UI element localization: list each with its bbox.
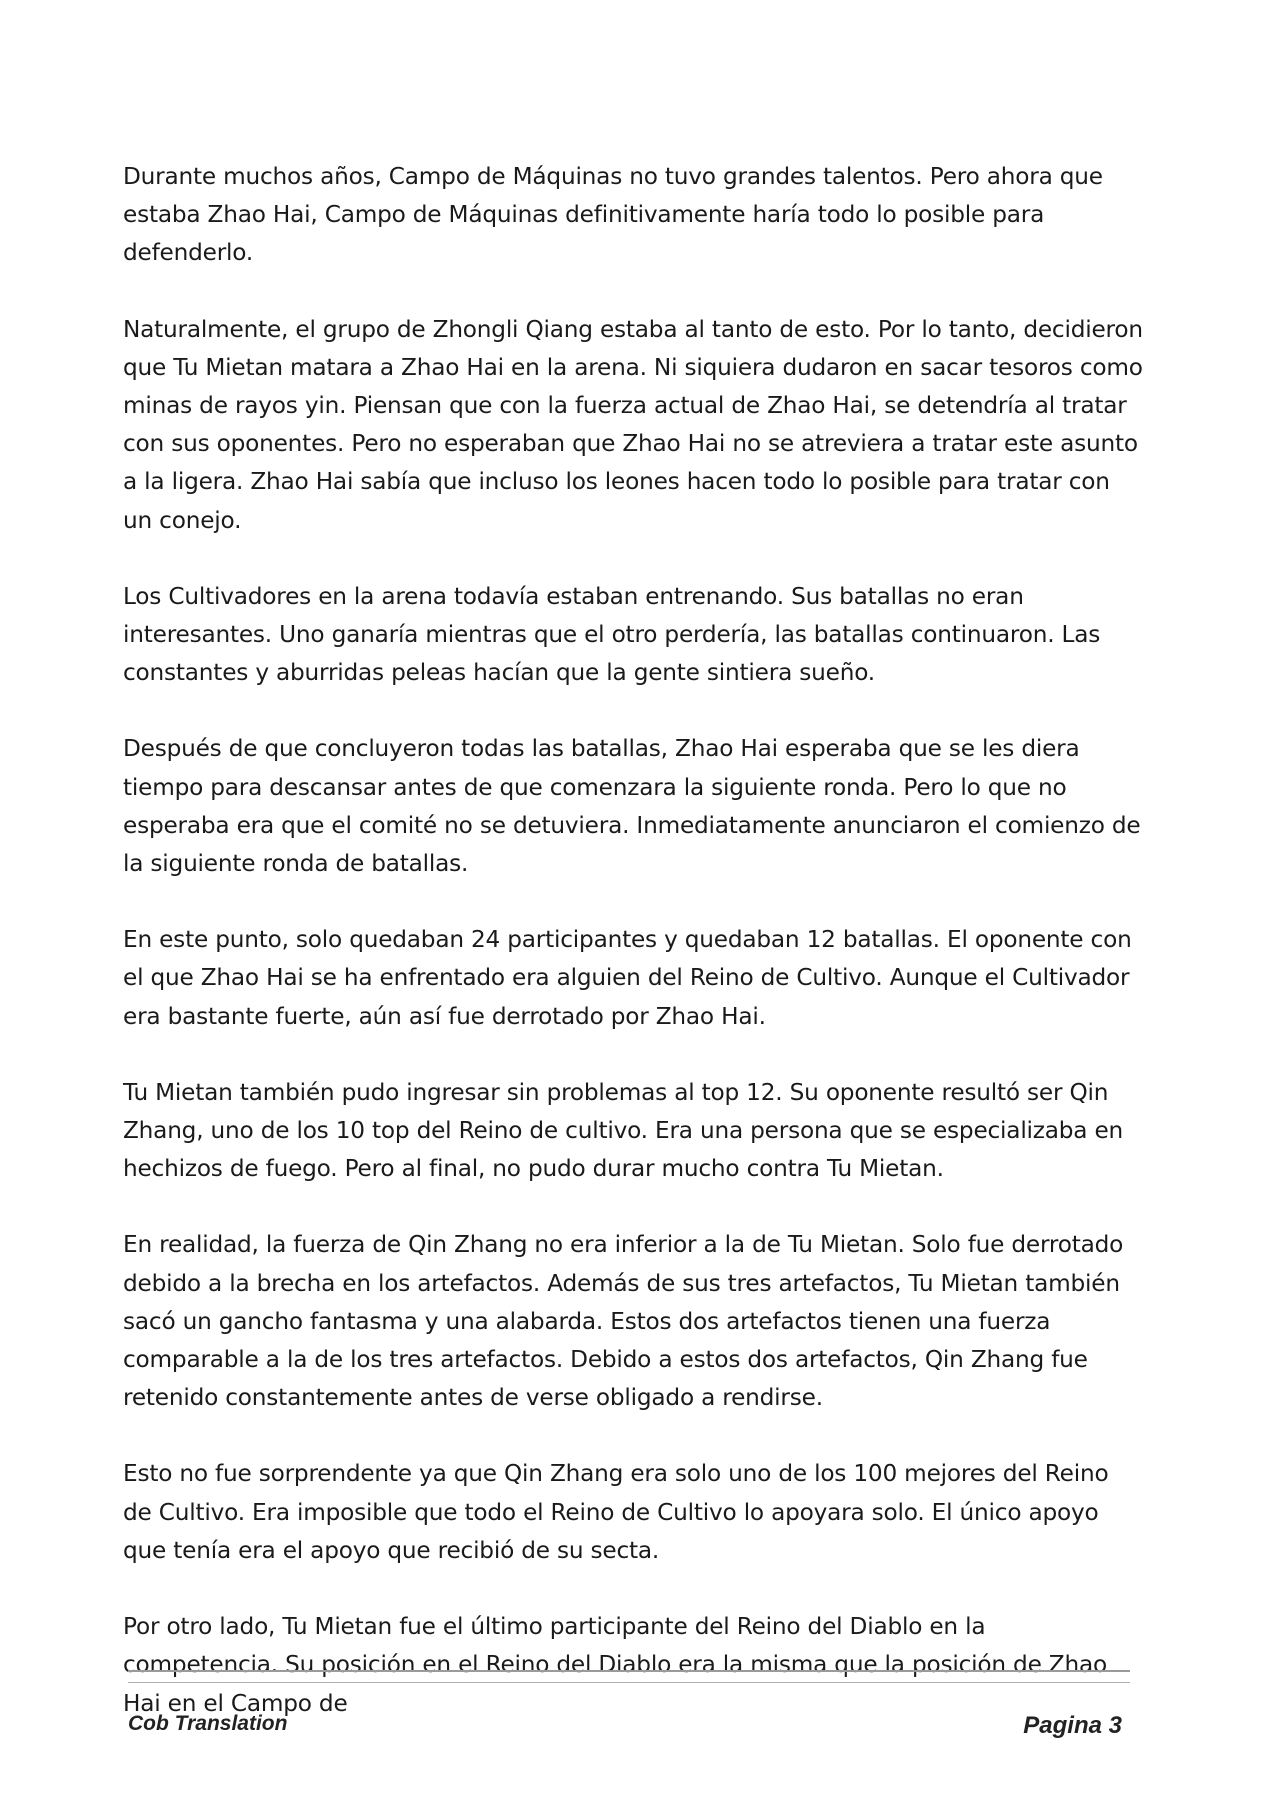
paragraph-5: En este punto, solo quedaban 24 participantes y quedaban 12 batallas. El oponente con el que Zhao Hai se ha enfrentado era alguien del Reino de Cultivo. Aunque el Cultivador era bastante fuerte, aún así fue derrotado por Zhao Hai. xyxy=(123,926,1132,1030)
paragraph-9: Por otro lado, Tu Mietan fue el último participante del Reino del Diablo en la competencia. Su posición en el Reino del Diablo era la misma que la posición de Zhao Hai en el Campo de xyxy=(123,1613,1107,1717)
paragraph-6: Tu Mietan también pudo ingresar sin problemas al top 12. Su oponente resultó ser Qin Zhang, uno de los 10 top del Reino de cultivo. Era una persona que se especializaba en hechizos de fuego. Pero al final, no pudo durar mucho contra Tu Mietan. xyxy=(123,1078,1124,1183)
footer-divider-top xyxy=(128,1670,1130,1672)
footer-divider-bottom xyxy=(128,1682,1130,1683)
paragraph-4: Después de que concluyeron todas las batallas, Zhao Hai esperaba que se les diera tiempo para descansar antes de que comenzara la siguiente ronda. Pero lo que no esperaba era que el comité no se detuviera. Inmediatamente anunciaron el comienzo de la siguiente ronda de batallas. xyxy=(123,735,1141,878)
footer-page-number: Pagina 3 xyxy=(1023,1712,1122,1739)
paragraph-7: En realidad, la fuerza de Qin Zhang no era inferior a la de Tu Mietan. Solo fue derrotado debido a la brecha en los artefactos. Además de sus tres artefactos, Tu Mietan también sacó un gancho fantasma y una alabarda. Estos dos artefactos tienen una fuerza comparable a la de los tres artefactos. Debido a estos dos artefactos, Qin Zhang fue retenido constantemente antes de verse obligado a rendirse. xyxy=(123,1231,1124,1412)
paragraph-3: Los Cultivadores en la arena todavía estaban entrenando. Sus batallas no eran interesantes. Uno ganaría mientras que el otro perdería, las batallas continuaron. Las constantes y aburridas peleas hacían que la gente sintiera sueño. xyxy=(123,582,1101,687)
paragraph-8: Esto no fue sorprendente ya que Qin Zhang era solo uno de los 100 mejores del Reino de Cultivo. Era imposible que todo el Reino de Cultivo lo apoyara solo. El único apoyo que tenía era el apoyo que recibió de su secta. xyxy=(123,1460,1109,1564)
page-body xyxy=(123,158,1143,1761)
paragraph-2: Naturalmente, el grupo de Zhongli Qiang estaba al tanto de esto. Por lo tanto, decidieron que Tu Mietan matara a Zhao Hai en la arena. Ni siquiera dudaron en sacar tesoros como minas de rayos yin. Piensan que con la fuerza actual de Zhao Hai, se detendría al tratar con sus oponentes. Pero no esperaban que Zhao Hai no se atreviera a tratar este asunto a la ligera. Zhao Hai sabía que incluso los leones hacen todo lo posible para tratar con un conejo. xyxy=(123,315,1143,534)
footer-translator-credit: Cob Translation xyxy=(128,1712,288,1735)
paragraph-1: Durante muchos años, Campo de Máquinas no tuvo grandes talentos. Pero ahora que estaba Zhao Hai, Campo de Máquinas definitivamente haría todo lo posible para defenderlo. xyxy=(123,163,1103,267)
